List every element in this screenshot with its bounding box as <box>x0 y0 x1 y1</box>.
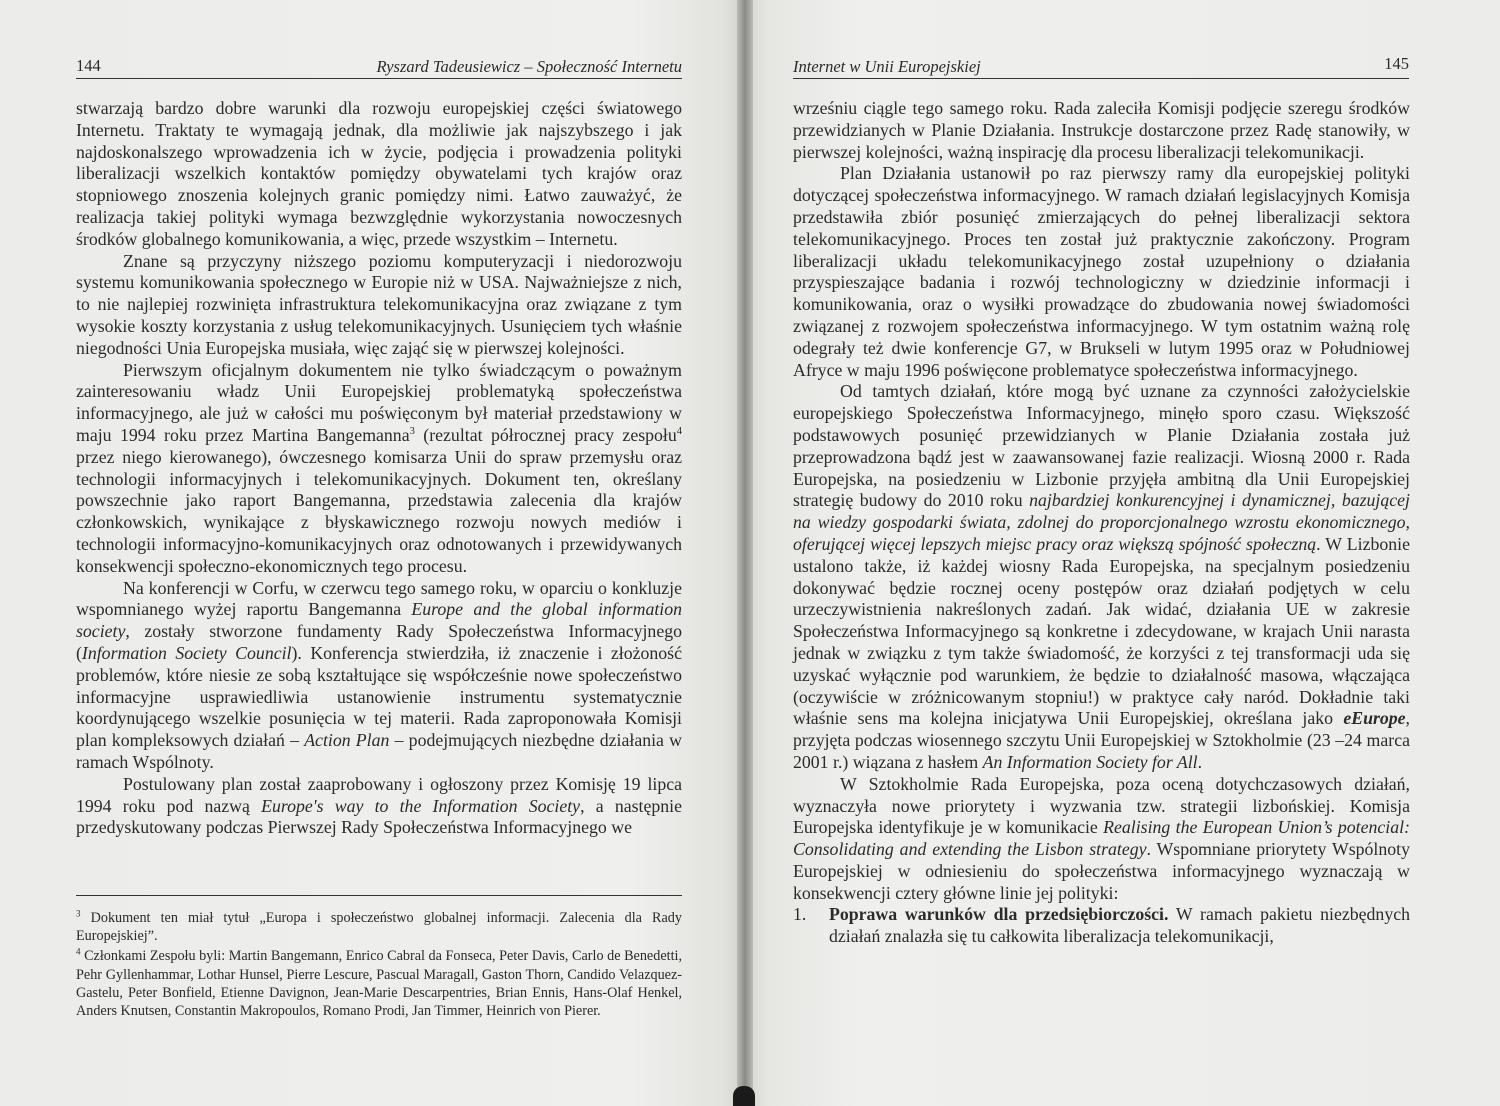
italic-title: An Information Society for All <box>982 751 1198 772</box>
left-paragraph-4 <box>76 578 682 774</box>
footnote-ref-3[interactable]: 3 <box>409 426 415 438</box>
footnote-3 <box>76 909 682 945</box>
eeurope-term: eEurope <box>1343 708 1406 729</box>
text-span: Pierwszym oficjalnym dokumentem nie tylko świadczącym o poważnym zainteresowaniu władz Unii Europejskiej problematyką społeczeństwa informacyjnego, ale już w całości mu poświęconym był materiał przedstawiony w maju 1994 roku przez Martina Bangemanna <box>76 359 682 445</box>
book-gutter <box>737 0 753 1106</box>
left-paragraph-2: Znane są przyczyny niższego poziomu komputeryzacji i niedorozwoju systemu komunikowania społecznego w Europie niż w USA. Najważniejsze z nich, to nie najlepiej rozwinięta infrastruktura telekomunikacyjna oraz związane z tym wysokie koszty korzystania z usług telekomunikacyjnych. Usunięciem tych właśnie niegodności Unia Europejska musiała, więc zająć się w pierwszej kolejności. <box>76 250 682 358</box>
text-span: . <box>1197 751 1203 772</box>
left-body-text <box>76 98 682 839</box>
left-paragraph-1: stwarzają bardzo dobre warunki dla rozwoju europejskiej części światowego Internetu. Traktaty te wymagają jednak, dla możliwie jak najszybszego i jak najdoskonalszego wprowadzenia ich w życie, podjęcia i prowadzenia polityki liberalizacji wszelkich kontaktów pomiędzy obywatelami tych krajów oraz stopniowego znoszenia kolejnych granic pomiędzy nimi. Łatwo zauważyć, że realizacja takiej polityki wymaga bezwzględnie wykorzystania nowoczesnych środków globalnego komunikowania, a więc, przede wszystkim – Internetu. <box>76 98 682 249</box>
left-paragraph-5 <box>76 774 682 839</box>
right-body-text <box>793 98 1410 948</box>
text-span: , zostały stworzone fundamenty Rady Społeczeństwa Informacyjnego ( <box>76 621 682 663</box>
list-number: 1. <box>793 904 807 925</box>
right-page <box>745 0 1500 1106</box>
right-paragraph-3 <box>793 381 1410 773</box>
right-paragraph-4 <box>793 774 1410 905</box>
left-header-title: Ryszard Tadeusiewicz – Społeczność Internetu <box>376 57 682 76</box>
text-span: , a następnie przedyskutowany podczas Pierwszej Rady Społeczeństwa Informacyjnego we <box>76 795 682 838</box>
left-paragraph-3 <box>76 360 682 578</box>
italic-title: Information Society Council <box>81 642 292 663</box>
left-page <box>0 0 745 1106</box>
right-paragraph-2: Plan Działania ustanowił po raz pierwszy ramy dla europejskiej polityki dotyczącej społeczeństwa informacyjnego. W ramach działań legislacyjnych Komisja przedstawiła zbiór posunięć zmierzających do pełnej liberalizacji sektora telekomunikacyjnego. Proces ten został już praktycznie zakończony. Program liberalizacji układu telekomunikacyjnego został uzupełniony o działania przyspieszające badania i rozwój technologiczny w dziedzinie informacji i komunikowania, oraz o wysiłki prowadzące do zbudowania nowej świadomości związanej z rozwojem społeczeństwa informacyjnego. W tym ostatnim ważną rolę odegrały też dwie konferencje G7, w Brukseli w lutym 1995 oraz w Południowej Afryce w maju 1996 poświęcone problematyce społeczeństwa informacyjnego. <box>793 163 1410 380</box>
footnote-number: 3 <box>76 908 81 919</box>
text-span: przez niego kierowanego), ówczesnego komisarza Unii do spraw przemysłu oraz technologii informacyjnych i telekomunikacyjnych. Dokument ten, określany powszechnie jako raport Bangemanna, przedstawia zalecenia dla krajów członkowskich, wynikające z błyskawicznego rozwoju nowych mediów i technologii informacyjno-komunikacyjnych oraz odnotowanych i przewidywanych konsekwencji społeczno-ekonomicznych tego procesu. <box>76 446 682 576</box>
footnotes <box>76 909 682 1022</box>
right-paragraph-1: wrześniu ciągle tego samego roku. Rada zaleciła Komisji podjęcie szeregu środków przewidzianych w Planie Działania. Instrukcje dostarczone przez Radę stanowiły, w pierwszej kolejności, ważną inspirację dla procesu liberalizacji telekomunikacji. <box>793 98 1410 162</box>
left-running-header <box>76 54 682 79</box>
italic-title: Realising the European Union’s potencial: Consolidating and extending the Lisbon strategy <box>793 817 1410 860</box>
text-span: W Sztokholmie Rada Europejska, poza oceną dotychczasowych działań, wyznaczyła nowe priorytety i wyzwania tzw. strategii lizbońskiej. Komisja Europejska identyfikuje je w komunikacie <box>793 773 1410 838</box>
list-item-1 <box>793 904 1410 948</box>
text-span: (rezultat półrocznej pracy zespołu <box>414 424 677 445</box>
text-span: Od tamtych działań, które mogą być uznane za czynności założycielskie europejskiego Społeczeństwa Informacyjnego, minęło sporo czasu. Większość podstawowych posunięć przewidzianych w Planie Działania została już przeprowadzona bądź jest w zaawansowanej fazie realizacji. Wiosną 2000 r. Rada Europejska, na posiedzeniu w Lizbonie przyjęła ambitną dla Unii Europejskiej strategię budowy do 2010 roku <box>793 381 1410 511</box>
footnote-ref-4[interactable]: 4 <box>676 426 682 438</box>
footnote-text: Dokument ten miał tytuł „Europa i społeczeństwo globalnej informacji. Zalecenia dla Rady Europejskiej”. <box>76 910 682 945</box>
italic-title: Action Plan <box>304 730 390 751</box>
list-heading: Poprawa warunków dla przedsiębiorczości. <box>829 904 1169 925</box>
footnote-divider <box>76 895 682 896</box>
italic-title: Europe's way to the Information Society <box>261 795 581 816</box>
italic-title: Europe and the global information society <box>76 599 682 642</box>
text-span: W ramach pakietu niezbędnych działań znalazła się tu całkowita liberalizacja telekomunikacji, <box>829 904 1410 947</box>
right-page-number: 145 <box>1384 54 1409 73</box>
right-running-header <box>793 54 1409 79</box>
text-span: – podejmujących niezbędne działania w ramach Wspólnoty. <box>76 730 682 772</box>
text-span: . Wspomniane priorytety Wspólnoty Europejskiej w odniesieniu do społeczeństwa informacyjnego wyznaczają w konsekwencji cztery główne linie jej polityki: <box>793 839 1410 903</box>
text-span: ). Konferencja stwierdziła, iż znaczenie i złożoność problemów, które niesie ze sobą kształtujące się współcześnie nowe społeczeństwo informacyjne usprawiedliwia ustanowienie instrumentu systematycznie koordynującego wszelkie posunięcia w tej materii. Rada zaproponowała Komisji plan kompleksowych działań – <box>76 642 682 751</box>
footnote-4 <box>76 947 682 1020</box>
right-header-title: Internet w Unii Europejskiej <box>793 57 981 76</box>
text-span: Postulowany plan został zaaprobowany i ogłoszony przez Komisję 19 lipca 1994 roku pod nazwą <box>76 773 682 816</box>
spine-shadow <box>733 1086 755 1106</box>
text-span: . W Lizbonie ustalono także, iż każdej wiosny Rada Europejska, na specjalnym posiedzeniu dokonywać będzie rocznej oceny postępów oraz działań podjętych w celu urzeczywistnienia nakreślonych zadań. Jak widać, działania UE w zakresie Społeczeństwa Informacyjnego są konkretne i zdecydowane, w krajach Unii narasta jednak w związku z tym także świadomość, że korzyści z tej transformacji uda się uzyskać wyłącznie pod warunkiem, że będzie to działalność masowa, włączająca (oczywiście w zróżnicowanym stopniu!) w praktyce cały naród. Dokładnie taki właśnie sens ma kolejna inicjatywa Unii Europejskiej, określana jako <box>793 533 1410 729</box>
footnote-text: Członkami Zespołu byli: Martin Bangemann, Enrico Cabral da Fonseca, Peter Davis, Carlo de Benedetti, Pehr Gyllenhammar, Lothar Hunsel, Pierre Lescure, Pascual Maragall, Gaston Thorn, Candido Velazquez-Gastelu, Peter Bonfield, Etienne Davignon, Jean-Marie Descarpentries, Brian Ennis, Hans-Olaf Henkel, Anders Knutsen, Constantin Makropoulos, Romano Prodi, Jan Timmer, Heinrich von Pierer. <box>76 948 682 1020</box>
footnote-number: 4 <box>76 946 81 957</box>
text-span: Na konferencji w Corfu, w czerwcu tego samego roku, w oparciu o konkluzje wspomnianego wyżej raportu Bangemanna <box>76 577 682 620</box>
text-span: , przyjęta podczas wiosennego szczytu Unii Europejskiej w Sztokholmie (23 –24 marca 2001 r.) wiązana z hasłem <box>793 708 1410 772</box>
left-page-number: 144 <box>76 56 101 75</box>
italic-quote: najbardziej konkurencyjnej i dynamicznej, bazującej na wiedzy gospodarki świata, zdolnej do proporcjonalnego wzrostu ekonomicznego, oferującej więcej lepszych miejsc pracy oraz większą spójność społeczną <box>793 490 1410 554</box>
